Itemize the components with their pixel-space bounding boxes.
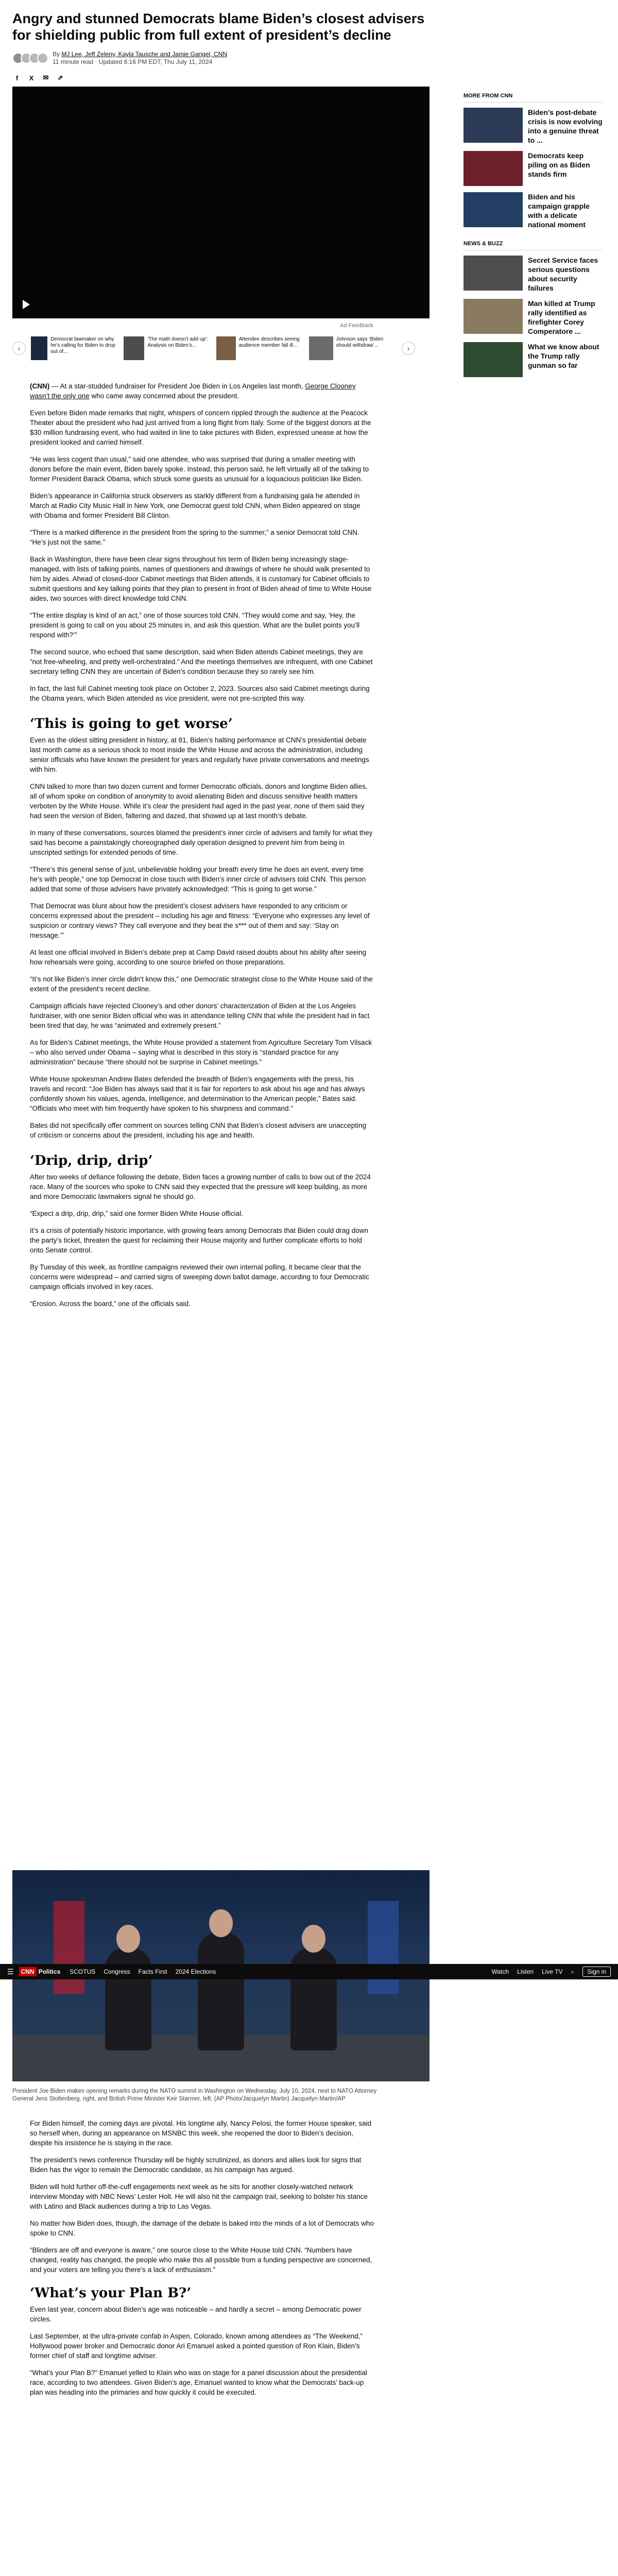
flag-decoration [368, 1901, 399, 1994]
paragraph: For Biden himself, the coming days are pivotal. His longtime ally, Nancy Pelosi, the former House speaker, said so herself when, during an appearance on MSNBC this week, she reopened the door to Biden’s decision, despite his insistence he is staying in the race. [30, 2120, 372, 2147]
paragraph: In many of these conversations, sources blamed the president’s inner circle of advisers and family for what they said has become a painstakingly choreographed daily operation designed to prevent him from being in unscripted settings for extended periods of time. [30, 829, 373, 856]
article-header [12, 10, 445, 82]
sidebar-story[interactable] [464, 108, 603, 145]
nav-right [492, 1967, 611, 1977]
carousel-thumbnail [124, 336, 144, 360]
paragraph: Bates did not specifically offer comment on sources telling CNN that Biden’s closest advisers are unaccepting of criticism or concerns about the president, including his age and health. [30, 1122, 367, 1139]
story-headline: Secret Service faces serious questions about security failures [528, 256, 598, 292]
sidebar-story[interactable] [464, 192, 603, 229]
paragraph: The president’s news conference Thursday will be highly scrutinized, as donors and allies look for signs that Biden has the vigor to remain the Democratic candidate, as his campaign has argued. [30, 2156, 362, 2174]
video-carousel [12, 333, 430, 364]
facebook-icon[interactable]: f [15, 74, 19, 82]
chevron-left-icon[interactable]: ‹ [12, 342, 26, 355]
sidebar [464, 93, 603, 383]
carousel-thumbnail [216, 336, 236, 360]
sidebar-story[interactable] [464, 299, 603, 336]
carousel-item[interactable] [216, 336, 304, 360]
paragraph: CNN talked to more than two dozen current and former Democratic officials, donors and longtime Biden allies, all of whom spoke on condition of anonymity to avoid alienating Biden and discuss sensitive health matters verboten by the White House. While it’s clear the president had aged in the past year, none of them said they had seen the version of Biden, faltering and dazed, that showed up at last month’s debate. [30, 783, 368, 820]
search-icon[interactable]: ⌕ [571, 1968, 575, 1975]
nav-link-facts-first[interactable]: Facts First [138, 1968, 167, 1975]
story-thumbnail [464, 192, 523, 227]
byline-prefix: By [53, 50, 60, 58]
paragraph-text: who came away concerned about the president. [89, 392, 239, 400]
article-body-continued [30, 2119, 374, 2404]
ad-feedback-link[interactable]: Ad Feedback [340, 323, 373, 329]
nav-link-congress[interactable]: Congress [104, 1968, 130, 1975]
section-heading: ‘Drip, drip, drip’ [30, 1153, 153, 1168]
paragraph: “He was less cogent than usual,” said one attendee, who was surprised that during a smaller meeting with donors before the main event, Biden barely spoke. Instead, this person said, he left virtually all of the talking to former President Barack Obama, which struck some guests as unusual for a loquacious politician like Biden. [30, 455, 369, 483]
photo-figure [198, 1932, 244, 2050]
byline-meta: By MJ Lee, Jeff Zeleny, Kayla Tausche and Jamie Gangel, CNN 11 minute read · Updated 6:16 PM EDT, Thu July 11, 2024 [53, 50, 227, 65]
listen-link[interactable]: Listen [517, 1968, 534, 1975]
story-headline: Man killed at Trump rally identified as firefighter Corey Comperatore ... [528, 299, 595, 335]
paragraph: “Blinders are off and everyone is aware,” one source close to the White House told CNN. “Numbers have changed, reality has changed, the people who make this all possible from a funding perspective are concerned, and your voters are telling you there’s a lack of enthusiasm.” [30, 2246, 372, 2274]
nav-link-scotus[interactable]: SCOTUS [70, 1968, 96, 1975]
read-time: 11 minute read [53, 58, 94, 65]
paragraph: By Tuesday of this week, as frontline campaigns reviewed their own internal polling, it became clear that the concerns were widespread – and carried signs of sweeping down ballot damage, according to four Democratic campaign officials involved in key races. [30, 1263, 369, 1291]
paragraph: That Democrat was blunt about how the president’s closest advisers have responded to any criticism or concerns expressed about the president – including his age and fitness: “Everyone who expresses any level of suspicion or contrary views? They call everyone and they beat the s*** out of them and say: ‘Stay on message.’” [30, 902, 370, 939]
carousel-caption: Johnson says ‘Biden should withdraw’... [336, 336, 384, 348]
byline [12, 50, 445, 66]
story-headline: Biden’s post-debate crisis is now evolving into a genuine threat to ... [528, 108, 603, 144]
x-icon[interactable]: X [29, 74, 34, 82]
author-avatars [12, 53, 48, 64]
paragraph: Even as the oldest sitting president in history, at 81, Biden’s halting performance at CNN’s presidential debate last month came as a serious shock to most inside the White House and across the administration, including senior officials who have known the president for years and regularly have private conversations and meetings with him. [30, 736, 369, 773]
paragraph: “Erosion. Across the board,” one of the officials said. [30, 1300, 191, 1308]
carousel-item[interactable] [309, 336, 397, 360]
section-title[interactable]: Politics [38, 1968, 61, 1975]
paragraph: The second source, who echoed that same description, said when Biden attends Cabinet meetings, they are “not free-wheeling, and pretty well-orchestrated.” And the meetings themselves are infrequent, with one Cabinet secretary telling CNN they are uncertain of Biden’s condition because they so rarely see him. [30, 648, 373, 675]
carousel-caption: Democrat lawmaker on why he’s calling for Biden to drop out of... [50, 336, 116, 354]
watch-link[interactable]: Watch [491, 1968, 509, 1975]
paragraph: Biden will hold further off-the-cuff engagements next week as he sits for another closely-watched network interview Monday with NBC News’ Lester Holt. He will also hit the campaign trail, seeking to bolster his stance with Latino and Black audiences during a trip to Las Vegas. [30, 2183, 368, 2210]
nav-link-elections[interactable]: 2024 Elections [175, 1968, 216, 1975]
carousel-thumbnail [309, 336, 333, 360]
paragraph: Biden’s appearance in California struck observers as starkly different from a fundraising gala he attended in March at Radio City Music Hall in New York, one Democrat guest told CNN, when Biden appeared on stage with Obama and former President Bill Clinton. [30, 492, 360, 519]
menu-icon[interactable]: ☰ [7, 1967, 14, 1976]
article-body [30, 381, 374, 1316]
page-title: Angry and stunned Democrats blame Biden’s closest advisers for shielding public from full extent of president’s decline [12, 11, 425, 43]
carousel-item[interactable] [31, 336, 118, 360]
paragraph: “What’s your Plan B?” Emanuel yelled to Klain who was on stage for a panel discussion about the presidential race, according to two attendees. Given Biden’s age, Emanuel wanted to know what the Democrats’ back-up plan was heading into the primaries and how quickly it could be executed. [30, 2369, 367, 2396]
carousel-caption: Attendee describes seeing audience member fall ill... [238, 336, 300, 348]
paragraph: “Expect a drip, drip, drip,” said one former Biden White House official. [30, 1210, 243, 1217]
updated-timestamp: Updated 6:16 PM EDT, Thu July 11, 2024 [98, 58, 213, 65]
flag-decoration [54, 1901, 84, 1994]
share-icon[interactable]: ⇗ [57, 74, 63, 81]
paragraph: Campaign officials have rejected Clooney’s and other donors’ characterization of Biden at the Los Angeles fundraiser, with one senior Biden official who was in attendance telling CNN that while the president had in fact been tired that day, he was “animated and extremely present.” [30, 1002, 370, 1029]
inline-link[interactable]: George Clooney wasn’t the only one [30, 382, 356, 400]
paragraph: Last September, at the ultra-private confab in Aspen, Colorado, known among attendees as “The Weekend,” Hollywood power broker and Democratic donor Ari Emanuel asked a pointed question of Ron Klain, Biden’s former chief of staff and longtime adviser. [30, 2332, 363, 2360]
sign-in-button[interactable]: Sign in [582, 1967, 611, 1977]
paragraph: In fact, the last full Cabinet meeting took place on October 2, 2023. Sources also said Cabinet meetings during the Obama years, which Biden attended as vice president, were not pre-scripted this way. [30, 685, 370, 702]
paragraph: As for Biden’s Cabinet meetings, the White House provided a statement from Agriculture Secretary Tom Vilsack – who also served under Obama – saying what is described in this story is “standard practice for any administration” because “there should not be surprise in Cabinet meetings.” [30, 1039, 372, 1066]
paragraph: “The entire display is kind of an act,” one of those sources told CNN. “They would come and say, ‘Hey, the president is going to call on you about 25 minutes in, and ask this question. What are the bullet points you’ll respond with?’” [30, 612, 360, 639]
photo-figure [105, 1947, 151, 2050]
story-thumbnail [464, 299, 523, 334]
share-bar [12, 73, 445, 82]
paragraph: At least one official involved in Biden’s debate prep at Camp David raised doubts about his ability after seeing how rehearsals were going, according to one source briefed on those preparations. [30, 948, 367, 966]
story-thumbnail [464, 342, 523, 377]
story-thumbnail [464, 151, 523, 186]
section-heading: ‘What’s your Plan B?’ [30, 2285, 192, 2301]
paragraph: “It’s not like Biden’s inner circle didn’t know this,” one Democratic strategist close to the White House said of the extent of the president’s recent decline. [30, 975, 373, 993]
author-links[interactable]: MJ Lee, Jeff Zeleny, Kayla Tausche and Jamie Gangel, CNN [61, 50, 227, 58]
paragraph: Even before Biden made remarks that night, whispers of concern rippled through the audience at the Peacock Theater about the president who had just arrived from a long flight from Italy. Some of the biggest donors at the $30 million fundraising event, who had waited in line to take pictures with Biden, expressed unease at how the president looked and carried himself. [30, 409, 371, 446]
story-thumbnail [464, 256, 523, 291]
story-headline: Biden and his campaign grapple with a delicate national moment [528, 193, 590, 229]
paragraph: It’s a crisis of potentially historic importance, with growing fears among Democrats that Biden could drag down the party’s ticket, threaten the quest for reclaiming their House majority and further complicate efforts to hold onto Senate control. [30, 1227, 369, 1254]
sidebar-section-title: NEWS & BUZZ [464, 241, 603, 250]
sidebar-story[interactable] [464, 256, 603, 293]
avatar [37, 53, 48, 64]
paragraph: “There’s this general sense of just, unbelievable holding your breath every time he does an event, every time he’s with people,” one top Democrat in close touch with Biden’s inner circle of advisers told CNN. This person added that some of those advisers have privately acknowledged: “This is going to get worse.” [30, 866, 366, 893]
paragraph: No matter how Biden does, though, the damage of the debate is baked into the minds of a lot of Democrats who spoke to CNN. [30, 2219, 374, 2237]
carousel-thumbnail [31, 336, 47, 360]
paragraph [30, 381, 374, 401]
photo-figure [290, 1947, 337, 2050]
paragraph: White House spokesman Andrew Bates defended the breadth of Biden’s engagements with the press, his travels and record: “Joe Biden has always said that it is fair for reporters to ask about his age and has always confidently shown his values, agenda, intelligence, and determination to the American people,” Bates said. “Officials who meet with him frequently have spoken to his sharpness and command.” [30, 1075, 365, 1112]
chevron-right-icon[interactable]: › [402, 342, 415, 355]
sidebar-story[interactable] [464, 151, 603, 186]
paragraph: “There is a marked difference in the president from the spring to the summer,” a senior Democrat told CNN. “He’s just not the same.” [30, 529, 359, 546]
sidebar-story[interactable] [464, 342, 603, 377]
story-headline: Democrats keep piling on as Biden stands firm [528, 151, 590, 178]
paragraph: Back in Washington, there have been clear signs throughout his term of Biden being increasingly stage-managed, with lists of talking points, names of questioners and drawings of where he should walk presented to him by aides. Ahead of closed-door Cabinet meetings that Biden attends, it is customary for Cabinet officials to submit questions and key talking points that they plan to present in front of Biden ahead of time to White House aides, two sources with direct knowledge told CNN. [30, 555, 372, 602]
live-tv-link[interactable]: Live TV [542, 1968, 563, 1975]
video-player[interactable] [12, 87, 430, 318]
sticky-nav [0, 1964, 618, 1979]
paragraph-text: — At a star-studded fundraiser for President Joe Biden in Los Angeles last month, [49, 382, 305, 390]
sidebar-section-title: MORE FROM CNN [464, 93, 603, 103]
cnn-logo[interactable]: CNN [19, 1967, 37, 1976]
email-icon[interactable]: ✉ [43, 74, 49, 81]
carousel-caption: 'The math doesn’t add up': Analysis on Biden’s... [147, 336, 208, 348]
paragraph: After two weeks of defiance following the debate, Biden faces a growing number of calls to bow out of the 2024 race. Many of the sources who spoke to CNN said they expected that the pressure will keep building, as more and more Democratic lawmakers signal he should go. [30, 1173, 371, 1200]
story-headline: What we know about the Trump rally gunman so far [528, 343, 599, 369]
carousel-item[interactable] [124, 336, 211, 360]
dateline: (CNN) [30, 382, 50, 390]
photo-caption: President Joe Biden makes opening remarks during the NATO summit in Washington on Wednesday, July 10, 2024, next to NATO Attorney General Jens Stoltenberg, right, and British Prime Minister Keir Starmer, left. (AP Photo/Jacquelyn Martin) Jacquelyn Martin/AP [12, 2088, 377, 2102]
section-heading: ‘This is going to get worse’ [30, 716, 233, 732]
play-icon[interactable] [23, 300, 30, 309]
story-thumbnail [464, 108, 523, 143]
paragraph: Even last year, concern about Biden’s age was noticeable – and hardly a secret – among Democratic power circles. [30, 2306, 362, 2323]
